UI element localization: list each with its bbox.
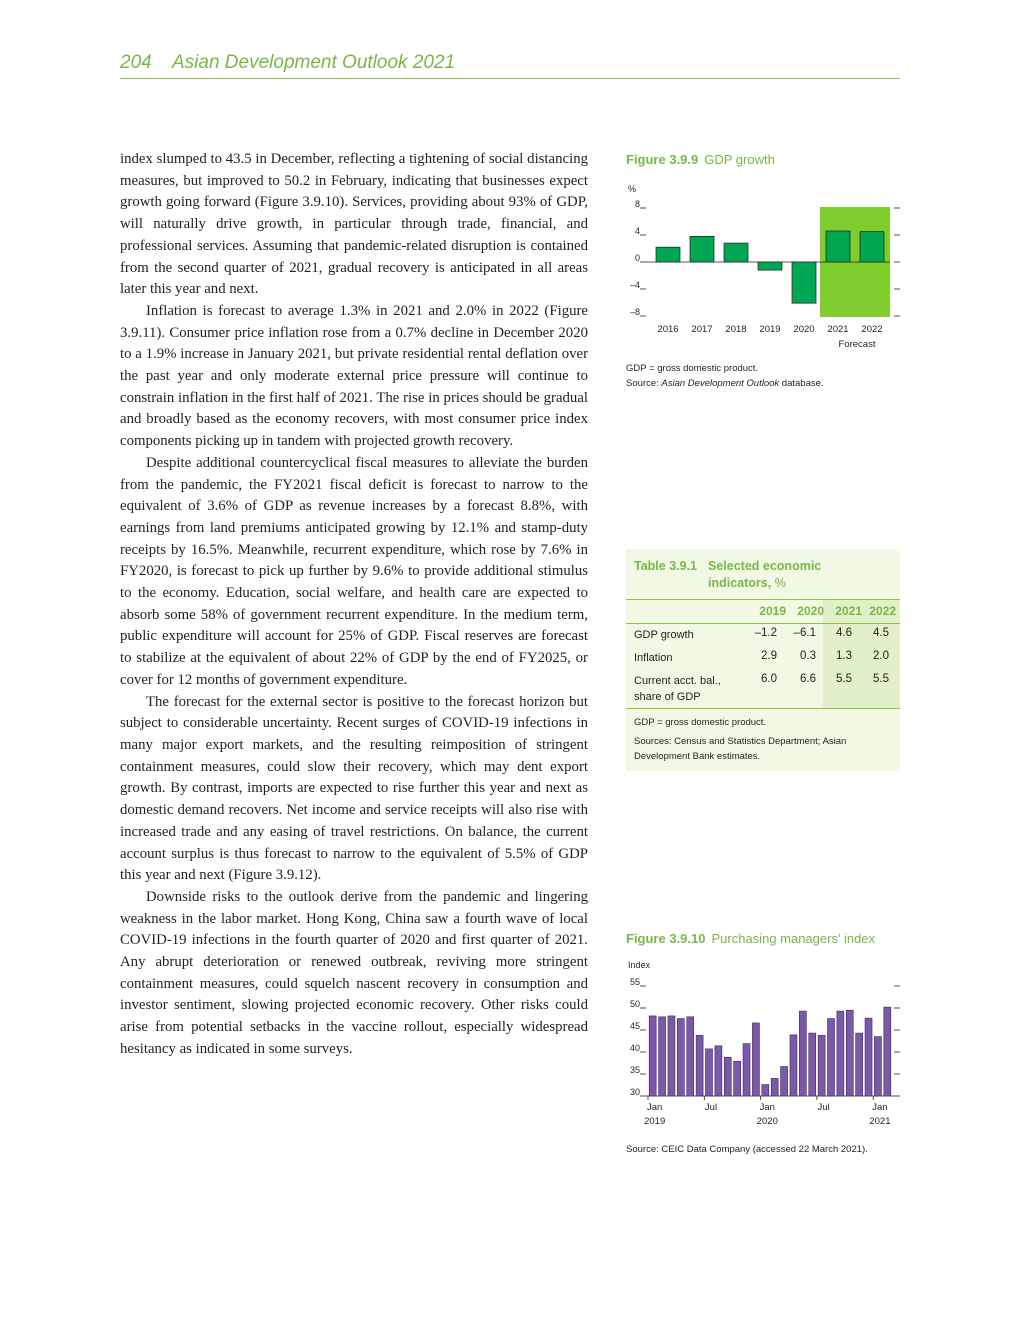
table-header-year: 2022 <box>869 604 896 618</box>
pmi-bar <box>781 1067 788 1096</box>
table-cell: –6.1 <box>793 627 816 639</box>
y-tick-label: –8 <box>629 307 640 317</box>
table-cell: 0.3 <box>800 650 816 662</box>
table-row-label: Current acct. bal., share of GDP <box>634 675 721 703</box>
table-name-main: Selected economic indicators, <box>708 559 822 590</box>
table-rule-top <box>626 599 900 600</box>
y-tick-label: 35 <box>629 1065 640 1075</box>
table-cell: 4.5 <box>873 627 889 639</box>
x-tick-month: Jan <box>759 1102 775 1113</box>
y-axis-unit: Index <box>628 960 651 970</box>
x-tick-year: 2019 <box>644 1116 666 1127</box>
running-header <box>120 50 900 79</box>
x-tick-month: Jul <box>704 1102 718 1113</box>
body-paragraph: index slumped to 43.5 in December, reflecting a tightening of social distancing measures, but improved to 50.2 in February, indicating that businesses expect growth going forward (Figure 3.9.10). Services, providing about 93% of GDP, will naturally drive growth, in particular through trade, financial, and professional services. Assuming that pandemic-related disruption is contained from the second quarter of 2021, gradual recovery is anticipated in all areas later this year and next. <box>120 151 588 298</box>
gdp-growth-chart <box>620 178 900 353</box>
y-tick-label: 0 <box>634 253 640 263</box>
table-header-year: 2019 <box>759 604 786 618</box>
bar-2016 <box>656 247 680 262</box>
figure-pmi-title <box>626 931 875 946</box>
pmi-bar <box>696 1035 703 1096</box>
bar-2021 <box>826 231 850 262</box>
pmi-bar <box>874 1037 881 1096</box>
pmi-bar <box>837 1011 844 1096</box>
x-tick-label: 2022 <box>861 324 883 335</box>
pmi-bar <box>659 1017 666 1096</box>
pmi-bar <box>743 1044 750 1096</box>
pmi-bar <box>724 1057 731 1096</box>
bar-2017 <box>690 236 714 262</box>
figure-gdp-number: Figure 3.9.9 <box>626 152 699 167</box>
forecast-label: Forecast <box>838 339 876 350</box>
table-row-label: GDP growth <box>634 629 694 641</box>
bar-2019 <box>758 262 782 270</box>
y-tick-label: 8 <box>634 199 640 209</box>
table-name <box>708 558 848 592</box>
table-sources: Sources: Census and Statistics Department; Asian Development Bank estimates. <box>634 736 847 762</box>
publication-title: Asian Development Outlook 2021 <box>172 52 456 73</box>
table-cell: 6.0 <box>761 673 777 685</box>
economic-indicators-table <box>626 549 900 771</box>
y-tick-label: 40 <box>629 1043 640 1053</box>
table-cell: 5.5 <box>873 673 889 685</box>
x-tick-label: 2016 <box>657 324 679 335</box>
pmi-bar <box>677 1019 684 1096</box>
figure-gdp-source-italic: Asian Development Outlook <box>661 378 780 389</box>
table-cell: 4.6 <box>836 627 852 639</box>
body-paragraph: The forecast for the external sector is positive to the forecast horizon but subject to considerable uncertainty. Recent surges of COVID-19 infections in many major export markets, and the resulting reimposition of stringent containment measures, could slow their recovery, which may dent export growth. By contrast, imports are expected to rise further this year and next as domestic demand recovers. Net income and service receipts will also rise with increased trade and any easing of travel restrictions. On balance, the current account surplus is thus forecast to narrow to the equivalent of 5.5% of GDP this year and next (Figure 3.9.12). <box>120 693 588 884</box>
y-tick-label: 4 <box>634 226 640 236</box>
pmi-bar <box>799 1011 806 1096</box>
pmi-bar <box>846 1010 853 1096</box>
x-tick-year: 2020 <box>756 1116 778 1127</box>
y-tick-label: –4 <box>629 280 640 290</box>
x-tick-label: 2021 <box>827 324 849 335</box>
x-tick-month: Jul <box>817 1102 830 1113</box>
figure-gdp-note <box>626 361 824 391</box>
body-text-column <box>120 149 588 1061</box>
pmi-chart <box>620 955 900 1135</box>
x-tick-month: Jan <box>647 1102 663 1113</box>
pmi-bar <box>762 1085 769 1096</box>
pmi-bar <box>715 1046 722 1096</box>
x-tick-year: 2021 <box>869 1116 891 1127</box>
pmi-bar <box>734 1061 741 1096</box>
x-tick-label: 2018 <box>725 324 747 335</box>
figure-gdp-abbreviation: GDP = gross domestic product. <box>626 363 759 374</box>
table-unit: % <box>771 576 786 590</box>
body-paragraph: Despite additional countercyclical fiscal measures to alleviate the burden from the pandemic, the FY2021 fiscal deficit is forecast to narrow to the equivalent of 3.6% of GDP as revenue increases by a forecast 8.8%, with earnings from land premiums anticipated growing by 12.1% and stamp-duty receipts by 16.5%. Meanwhile, recurrent expenditure, which rose by 7.6% in FY2020, is forecast to pick up further by 9.6% to provide additional stimulus to the economy. Education, social welfare, and health care are expected to absorb some 58% of government recurrent expenditure. In the medium term, public expenditure will account for 25% of GDP. Fiscal reserves are forecast to stabilize at the equivalent of about 22% of GDP by the end of FY2025, or cover for 12 months of government expenditure. <box>120 454 588 688</box>
pmi-bar <box>752 1023 759 1096</box>
pmi-bar <box>818 1035 825 1096</box>
table-cell: 5.5 <box>836 673 852 685</box>
pmi-bar <box>687 1017 694 1096</box>
x-tick-month: Jan <box>872 1102 888 1113</box>
table-rule-bottom <box>626 708 900 709</box>
figure-pmi-name: Purchasing managers’ index <box>711 931 876 946</box>
pmi-bar <box>828 1019 835 1096</box>
pmi-bar <box>809 1033 816 1096</box>
pmi-bar <box>706 1049 713 1096</box>
table-cell: 2.9 <box>761 650 777 662</box>
pmi-bar <box>865 1018 872 1096</box>
table-rule-header <box>626 623 900 624</box>
table-note: GDP = gross domestic product. <box>634 717 767 728</box>
page-number: 204 <box>120 52 152 73</box>
x-tick-label: 2017 <box>691 324 713 335</box>
figure-gdp-name: GDP growth <box>704 152 775 167</box>
figure-pmi-source: Source: CEIC Data Company (accessed 22 March 2021). <box>626 1144 868 1155</box>
y-tick-label: 55 <box>629 977 640 987</box>
y-axis-unit: % <box>628 184 637 194</box>
table-header-year: 2021 <box>835 604 862 618</box>
y-tick-label: 50 <box>629 999 640 1009</box>
figure-gdp-source-prefix: Source: <box>626 378 662 389</box>
table-cell: 1.3 <box>836 650 852 662</box>
table-cell: –1.2 <box>754 627 777 639</box>
x-tick-label: 2019 <box>759 324 781 335</box>
pmi-bar <box>856 1033 863 1096</box>
body-paragraph: Inflation is forecast to average 1.3% in 2021 and 2.0% in 2022 (Figure 3.9.11). Consumer price inflation rose from a 0.7% decline in December 2020 to a 1.9% increase in January 2021, but private residential rental deflation over the past year and only moderate external price pressure will continue to constrain inflation in the first half of 2021. The rise in prices should be gradual and broadly based as the economy recovers, with most consumer price index components picking up in tandem with projected growth recovery. <box>120 302 588 450</box>
pmi-bar <box>771 1078 778 1096</box>
body-paragraph: Downside risks to the outlook derive from the pandemic and lingering weakness in the labor market. Hong Kong, China saw a fourth wave of local COVID-19 infections in the fourth quarter of 2020 and first quarter of 2021. Any abrupt deterioration or renewed outbreak, reviving more stringent containment measures, could squelch nascent recovery in consumption and investor sentiment, slowing projected economic recovery. Other risks could arise from potential setbacks in the vaccine rollout, especially widespread hesitancy as indicated in some surveys. <box>120 888 588 1057</box>
pmi-bar <box>649 1016 656 1096</box>
table-cell: 6.6 <box>800 673 816 685</box>
bar-2022 <box>860 232 884 262</box>
table-cell: 2.0 <box>873 650 889 662</box>
bar-2020 <box>792 262 816 303</box>
figure-gdp-source <box>626 376 824 391</box>
x-tick-label: 2020 <box>793 324 815 335</box>
figure-gdp-source-suffix: database. <box>779 378 824 389</box>
pmi-bar <box>668 1016 675 1096</box>
table-number: Table 3.9.1 <box>634 559 697 573</box>
y-tick-label: 30 <box>629 1087 640 1097</box>
pmi-bar <box>884 1007 891 1096</box>
figure-gdp-title <box>626 152 775 167</box>
pmi-bar <box>790 1035 797 1096</box>
y-tick-label: 45 <box>629 1021 640 1031</box>
table-row-label: Inflation <box>634 652 673 664</box>
figure-pmi-number: Figure 3.9.10 <box>626 931 706 946</box>
bar-2018 <box>724 243 748 262</box>
table-header-year: 2020 <box>797 604 824 618</box>
